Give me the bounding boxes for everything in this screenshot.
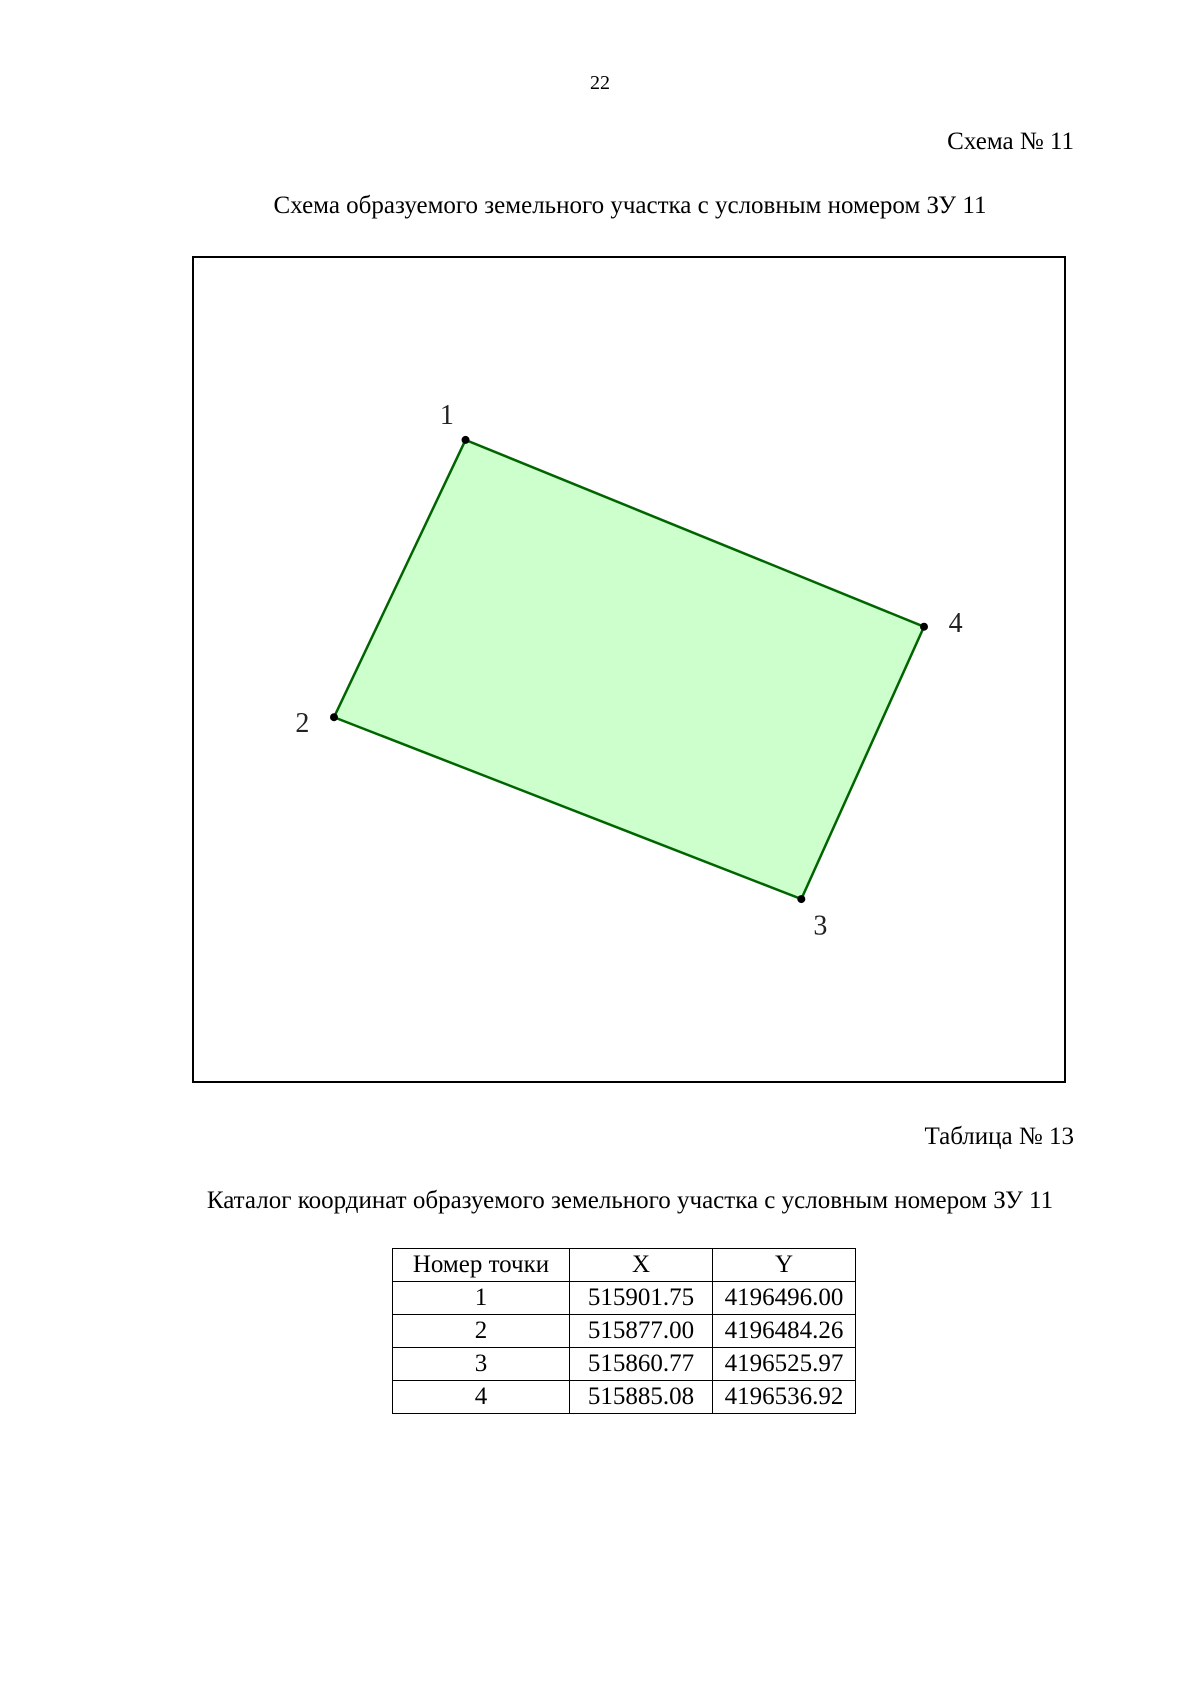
vertex-point-2	[330, 713, 338, 721]
y-cell: 4196496.00	[713, 1282, 856, 1315]
table-row	[393, 1315, 856, 1348]
vertex-label-1: 1	[439, 399, 454, 431]
point-number-cell: 2	[393, 1315, 570, 1348]
point-number-cell: 3	[393, 1348, 570, 1381]
table-row	[393, 1282, 856, 1315]
x-cell: 515885.08	[570, 1381, 713, 1414]
y-cell: 4196536.92	[713, 1381, 856, 1414]
header-y: Y	[713, 1249, 856, 1282]
scheme-label: Схема № 11	[947, 128, 1074, 155]
point-number-cell: 1	[393, 1282, 570, 1315]
y-cell: 4196525.97	[713, 1348, 856, 1381]
vertex-label-3: 3	[813, 910, 828, 942]
table-header-row	[393, 1249, 856, 1282]
vertex-point-3	[797, 895, 805, 903]
table-title: Каталог координат образуемого земельного участка с условным номером ЗУ 11	[206, 1187, 1054, 1214]
x-cell: 515901.75	[570, 1282, 713, 1315]
parcel-scheme	[194, 258, 1064, 1081]
coordinate-table	[392, 1248, 856, 1414]
vertex-point-4	[920, 623, 928, 631]
x-cell: 515860.77	[570, 1348, 713, 1381]
header-point-number: Номер точки	[393, 1249, 570, 1282]
point-number-cell: 4	[393, 1381, 570, 1414]
x-cell: 515877.00	[570, 1315, 713, 1348]
scheme-frame	[192, 256, 1066, 1083]
page-number: 22	[590, 72, 610, 94]
vertex-label-2: 2	[295, 708, 310, 740]
header-x: X	[570, 1249, 713, 1282]
table-label: Таблица № 13	[924, 1123, 1074, 1150]
vertex-label-4: 4	[948, 607, 963, 639]
table-row	[393, 1381, 856, 1414]
y-cell: 4196484.26	[713, 1315, 856, 1348]
vertex-point-1	[462, 436, 470, 444]
scheme-title: Схема образуемого земельного участка с условным номером ЗУ 11	[273, 192, 987, 219]
parcel-polygon	[334, 440, 924, 899]
table-row	[393, 1348, 856, 1381]
